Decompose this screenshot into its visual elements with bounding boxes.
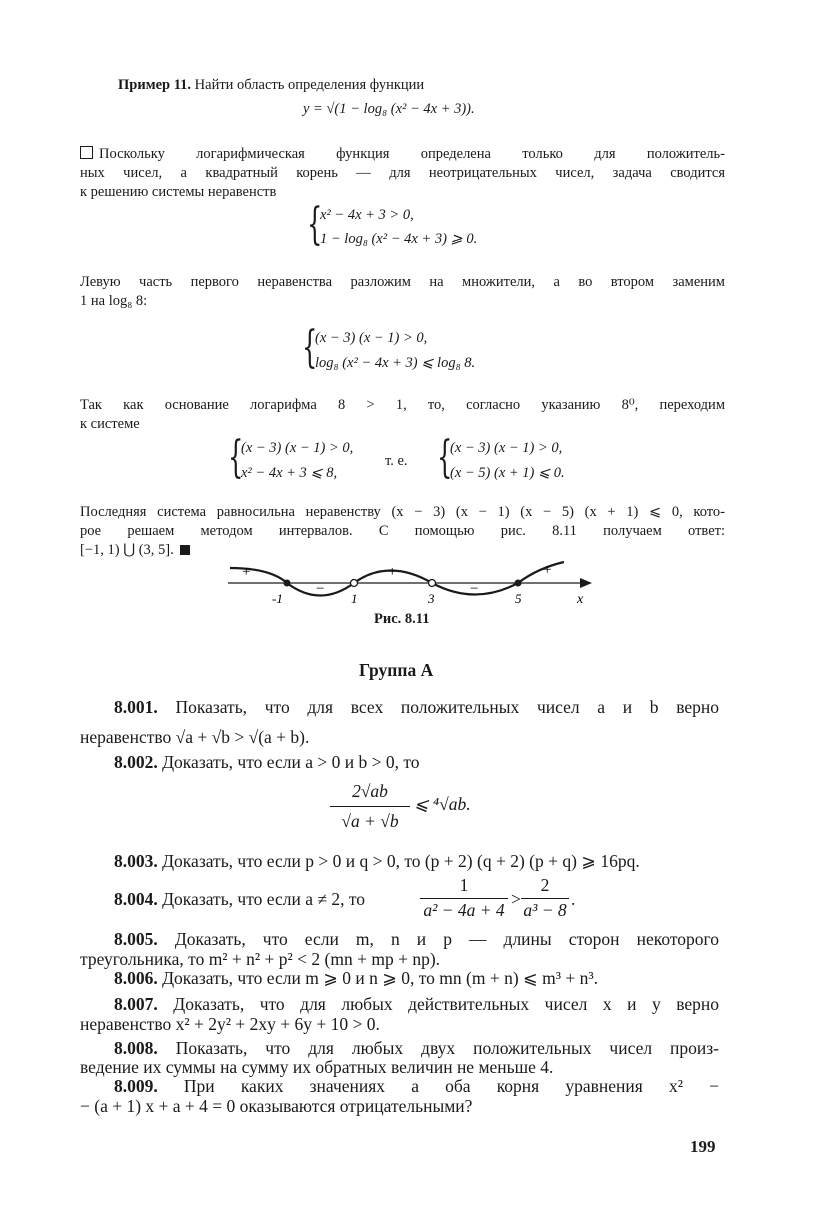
problem-8-006: 8.006. Доказать, что если m ⩾ 0 и n ⩾ 0, то mn (m + n) ⩽ m³ + n³.: [114, 968, 598, 988]
problem-8-008-line-2: ведение их суммы на сумму их обратных величин не меньше 4.: [80, 1057, 554, 1077]
solution-line-2: ных чисел, а квадратный корень — для неотрицательных чисел, задача сводится: [80, 165, 725, 181]
problem-8-005-line-1: 8.005. Доказать, что если m, n и p — длины сторон некоторого: [114, 929, 719, 949]
system1-line-b: 1 − log₈ (x² − 4x + 3) ⩾ 0.: [320, 231, 478, 247]
sign-label: −: [316, 581, 325, 597]
example-task: Найти область определения функции: [194, 77, 425, 93]
fraction-numerator: 1: [459, 875, 469, 895]
system4-line-a: (x − 3) (x − 1) > 0,: [450, 440, 563, 456]
system-brace: {: [302, 322, 318, 373]
open-point-1: [351, 580, 358, 587]
tick-label: 1: [351, 591, 358, 606]
sign-label: +: [242, 564, 251, 580]
solution-line-4: Левую часть первого неравенства разложим на множители, а во втором заменим: [80, 274, 725, 290]
sign-label: +: [388, 564, 397, 580]
solution-line-5: 1 на log₈ 8:: [80, 293, 148, 309]
axis-label: x: [577, 592, 584, 607]
problem-8-001-line-2: неравенство √a + √b > √(a + b).: [80, 727, 310, 747]
solution-line-9: рое решаем методом интервалов. С помощью рис. 8.11 получаем ответ:: [80, 523, 725, 539]
end-of-proof-square: [180, 545, 190, 555]
system-brace: {: [228, 432, 244, 483]
problem-8-004: 8.004. Доказать, что если a ≠ 2, то: [114, 889, 365, 909]
fraction-numerator: 2√ab: [352, 781, 388, 801]
problem-8-001-line-1: 8.001. Показать, что для всех положительных чисел a и b верно: [114, 697, 720, 717]
solution-line-8: Последняя система равносильна неравенству (x − 3) (x − 1) (x − 5) (x + 1) ⩽ 0, кото-: [80, 504, 725, 520]
fraction-denominator: a² − 4a + 4: [423, 900, 505, 920]
problem-8-007-line-1: 8.007. Доказать, что для любых действительных чисел x и y верно: [114, 994, 720, 1014]
system2-line-b: log₈ (x² − 4x + 3) ⩽ log₈ 8.: [315, 355, 476, 371]
sentence-period: .: [571, 889, 576, 909]
system3-line-a: (x − 3) (x − 1) > 0,: [241, 440, 354, 456]
example-label: Пример 11.: [118, 77, 192, 93]
fraction-bar: [521, 898, 569, 899]
system2-line-a: (x − 3) (x − 1) > 0,: [315, 330, 428, 346]
solution-line-1: Поскольку логарифмическая функция определена только для положитель-: [80, 146, 725, 163]
fraction-denominator: √a + √b: [341, 811, 399, 831]
solution-line-7: к системе: [80, 416, 140, 432]
solution-line-3: к решению системы неравенств: [80, 184, 277, 200]
example-formula: y = √(1 − log₈ (x² − 4x + 3)).: [303, 101, 475, 117]
figure-caption: Рис. 8.11: [374, 611, 430, 627]
example-heading-line: [118, 77, 424, 94]
axis-arrow-icon: [580, 578, 592, 588]
system4-line-b: (x − 5) (x + 1) ⩽ 0.: [450, 465, 565, 481]
system-brace: {: [307, 199, 323, 250]
answer-set: [−1, 1) ⋃ (3, 5].: [80, 542, 174, 558]
fraction-numerator: 2: [540, 875, 550, 895]
solution-start-marker: [80, 146, 93, 159]
greater-than-sign: >: [511, 889, 521, 909]
open-point-3: [429, 580, 436, 587]
fraction-bar: [330, 806, 410, 807]
closed-point-5: [515, 580, 522, 587]
that-is-label: т. е.: [385, 453, 408, 469]
closed-point--1: [284, 580, 291, 587]
problem-8-007-line-2: неравенство x² + 2y² + 2xy + 6y + 10 > 0.: [80, 1014, 380, 1034]
sign-label: +: [543, 562, 552, 578]
solution-line-6: Так как основание логарифма 8 > 1, то, согласно указанию 8⁰, переходим: [80, 397, 725, 413]
problem-8-003: 8.003. Доказать, что если p > 0 и q > 0, то (p + 2) (q + 2) (p + q) ⩾ 16pq.: [114, 851, 640, 871]
problem-8-005-line-2: треугольника, то m² + n² + p² < 2 (mn + mp + np).: [80, 949, 441, 969]
problem-8-002-line-1: 8.002. Доказать, что если a > 0 и b > 0, то: [114, 752, 420, 772]
tick-label: -1: [272, 591, 283, 606]
section-title: Группа А: [359, 660, 434, 680]
fraction-bar: [420, 898, 508, 899]
fraction-rhs: ⩽ ⁴√ab.: [414, 794, 471, 814]
solution-answer-line: [80, 542, 190, 559]
system1-line-a: x² − 4x + 3 > 0,: [320, 207, 414, 223]
problem-8-009-line-2: − (a + 1) x + a + 4 = 0 оказываются отрицательными?: [80, 1096, 473, 1116]
system3-line-b: x² − 4x + 3 ⩽ 8,: [241, 465, 338, 481]
problem-8-008-line-1: 8.008. Показать, что для любых двух положительных чисел произ-: [114, 1038, 720, 1058]
page-number: 199: [690, 1137, 716, 1156]
problem-8-009-line-1: 8.009. При каких значениях a оба корня уравнения x² −: [114, 1076, 719, 1096]
sign-label: −: [470, 581, 479, 597]
system-brace: {: [437, 432, 453, 483]
tick-label: 5: [515, 591, 522, 606]
interval-method-figure: [220, 556, 600, 608]
fraction-denominator: a³ − 8: [523, 900, 567, 920]
tick-label: 3: [428, 591, 435, 606]
